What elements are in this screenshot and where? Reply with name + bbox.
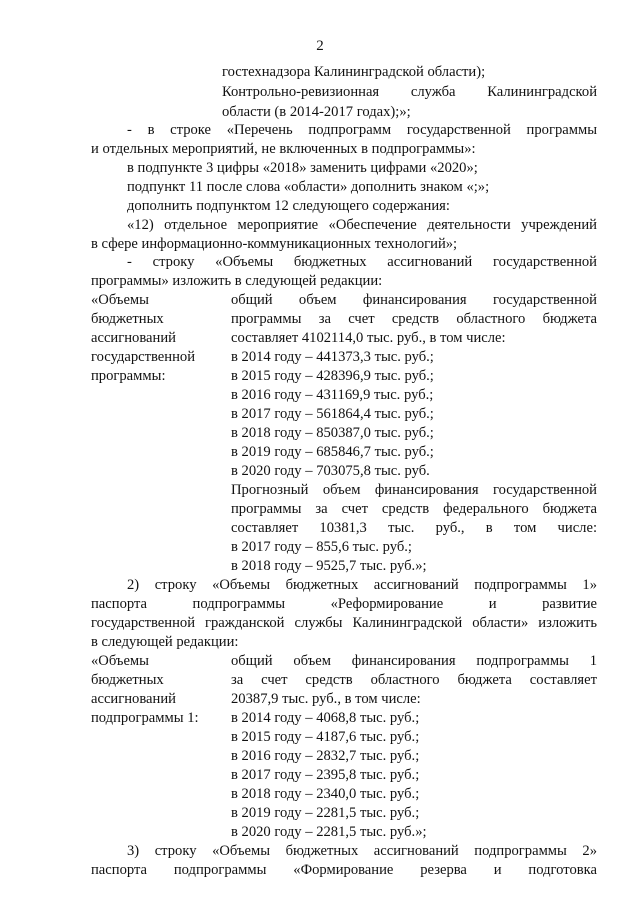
table2-text-line: в 2018 году – 2340,0 тыс. руб.; xyxy=(231,786,420,802)
list-item-continuation: гостехнадзора Калининградской области); xyxy=(222,64,486,80)
paragraph-sub11: подпункт 11 после слова «области» дополнить знаком «;»; xyxy=(127,179,490,195)
table2-text-line: в 2016 году – 2832,7 тыс. руб.; xyxy=(231,748,420,764)
table2-label-line: бюджетных xyxy=(91,672,164,688)
table1-text-line: в 2015 году – 428396,9 тыс. руб.; xyxy=(231,368,434,384)
table1-label-line: государственной xyxy=(91,349,196,365)
paragraph-volumes-cont: программы» изложить в следующей редакции: xyxy=(91,273,383,289)
table1-text-line: составляет 4102114,0 тыс. руб., в том числе: xyxy=(231,330,506,346)
table1-text-line: в 2019 году – 685846,7 тыс. руб.; xyxy=(231,444,434,460)
table2-text-line: в 2019 году – 2281,5 тыс. руб.; xyxy=(231,805,420,821)
list-item-kru: Контрольно-ревизионная служба Калининградской xyxy=(222,84,597,100)
paragraph-volumes: - строку «Объемы бюджетных ассигнований государственной xyxy=(127,254,597,270)
table1-label-line: бюджетных xyxy=(91,311,164,327)
table1-text-line: составляет 10381,3 тыс. руб., в том числе: xyxy=(231,520,597,536)
table2-text-line: 20387,9 тыс. руб., в том числе: xyxy=(231,691,421,707)
paragraph-section2-cont: в следующей редакции: xyxy=(91,634,239,650)
paragraph-list-change-cont: и отдельных мероприятий, не включенных в подпрограммы»: xyxy=(91,141,476,157)
table2-label-line: подпрограммы 1: xyxy=(91,710,199,726)
paragraph-section2: 2) строку «Объемы бюджетных ассигнований подпрограммы 1» xyxy=(127,577,597,593)
paragraph-section2-cont: паспорта подпрограммы «Реформирование и развитие xyxy=(91,596,597,612)
table1-text-line: общий объем финансирования государственной xyxy=(231,292,597,308)
table1-label-line: ассигнований xyxy=(91,330,176,346)
table2-text-line: в 2014 году – 4068,8 тыс. руб.; xyxy=(231,710,420,726)
paragraph-sub3: в подпункте 3 цифры «2018» заменить цифрами «2020»; xyxy=(127,160,478,176)
list-item-kru-cont: области (в 2014-2017 годах);»; xyxy=(222,104,411,120)
table1-text-line: программы за счет средств федерального бюджета xyxy=(231,501,597,517)
table2-text-line: общий объем финансирования подпрограммы 1 xyxy=(231,653,597,669)
table1-text-line: программы за счет средств областного бюджета xyxy=(231,311,597,327)
table2-label-line: «Объемы xyxy=(91,653,149,669)
table1-label-line: программы: xyxy=(91,368,166,384)
table2-text-line: в 2015 году – 4187,6 тыс. руб.; xyxy=(231,729,420,745)
table2-label-line: ассигнований xyxy=(91,691,176,707)
table2-text-line: в 2017 году – 2395,8 тыс. руб.; xyxy=(231,767,420,783)
paragraph-item12-cont: в сфере информационно-коммуникационных технологий»; xyxy=(91,236,458,252)
paragraph-section3: 3) строку «Объемы бюджетных ассигнований подпрограммы 2» xyxy=(127,843,597,859)
table1-text-line: в 2020 году – 703075,8 тыс. руб. xyxy=(231,463,430,479)
table2-text-line: в 2020 году – 2281,5 тыс. руб.»; xyxy=(231,824,427,840)
table1-text-line: в 2017 году – 855,6 тыс. руб.; xyxy=(231,539,412,555)
table1-text-line: в 2018 году – 850387,0 тыс. руб.; xyxy=(231,425,434,441)
table1-text-line: в 2018 году – 9525,7 тыс. руб.»; xyxy=(231,558,427,574)
paragraph-list-change: - в строке «Перечень подпрограмм государственной программы xyxy=(127,122,597,138)
table1-label-line: «Объемы xyxy=(91,292,149,308)
table1-text-line: в 2016 году – 431169,9 тыс. руб.; xyxy=(231,387,434,403)
table1-text-line: Прогнозный объем финансирования государственной xyxy=(231,482,597,498)
table1-text-line: в 2014 году – 441373,3 тыс. руб.; xyxy=(231,349,434,365)
page-number: 2 xyxy=(316,38,324,54)
paragraph-section3-cont: паспорта подпрограммы «Формирование резерва и подготовка xyxy=(91,862,597,878)
paragraph-section2-cont: государственной гражданской службы Калининградской области» изложить xyxy=(91,615,597,631)
table2-text-line: за счет средств областного бюджета составляет xyxy=(231,672,597,688)
paragraph-item12: «12) отдельное мероприятие «Обеспечение деятельности учреждений xyxy=(127,217,597,233)
table1-text-line: в 2017 году – 561864,4 тыс. руб.; xyxy=(231,406,434,422)
paragraph-sub12: дополнить подпунктом 12 следующего содержания: xyxy=(127,198,450,214)
